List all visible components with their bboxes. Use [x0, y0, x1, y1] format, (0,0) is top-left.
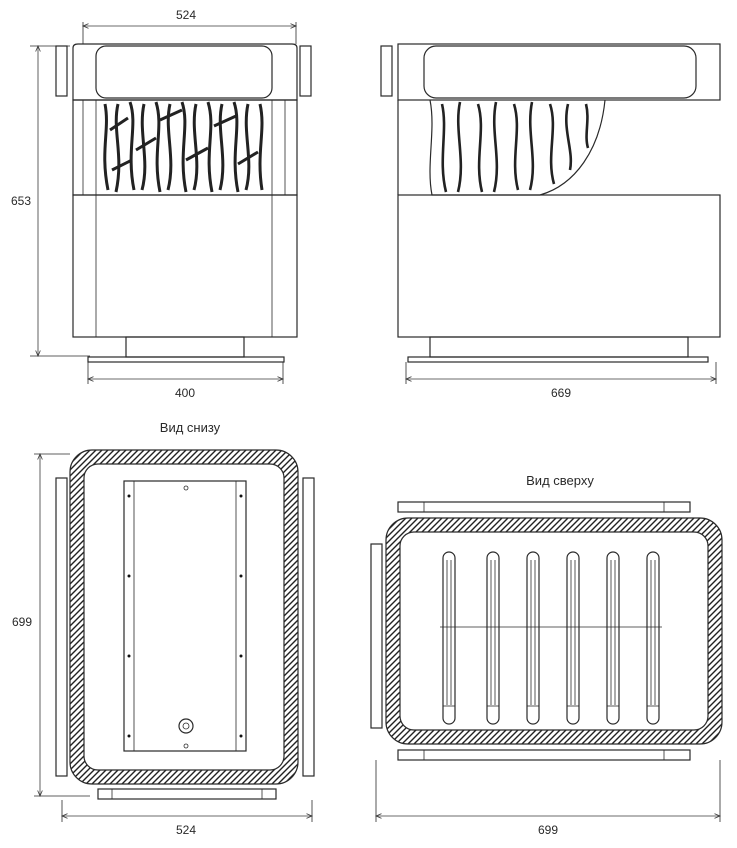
front-height-label: 653 [10, 194, 32, 208]
front-view [11, 8, 311, 400]
front-left-grip [56, 46, 67, 96]
front-pedestal [126, 337, 244, 357]
bottom-width-label: 524 [175, 823, 197, 837]
top-lower-handle [398, 750, 690, 760]
front-wave-pattern [105, 102, 262, 192]
top-left-handle [371, 544, 382, 728]
front-base-label: 400 [174, 386, 196, 400]
bottom-view-title: Вид снизу [159, 420, 221, 435]
side-body [398, 195, 720, 337]
side-base-plate [408, 357, 708, 362]
side-grip [381, 46, 392, 96]
front-right-grip [300, 46, 311, 96]
front-width-label: 524 [175, 8, 197, 22]
side-depth-label: 669 [550, 386, 572, 400]
top-inner-frame [400, 532, 708, 730]
bottom-right-handle [303, 478, 314, 776]
bottom-left-handle [56, 478, 67, 776]
front-body [73, 195, 297, 337]
bottom-view [12, 420, 314, 837]
side-wave-pattern [442, 102, 588, 192]
front-base-plate [88, 357, 284, 362]
bottom-foot-bar [98, 789, 276, 799]
side-top-rim [398, 44, 720, 100]
top-upper-handle [398, 502, 690, 512]
side-view [381, 44, 720, 400]
side-top-panel [424, 46, 696, 98]
top-width-label: 699 [537, 823, 559, 837]
front-top-rim [73, 44, 297, 100]
top-view [371, 473, 722, 837]
bottom-height-label: 699 [11, 615, 33, 629]
top-view-title: Вид сверху [526, 473, 594, 488]
side-pedestal [430, 337, 688, 357]
front-top-panel [96, 46, 272, 98]
